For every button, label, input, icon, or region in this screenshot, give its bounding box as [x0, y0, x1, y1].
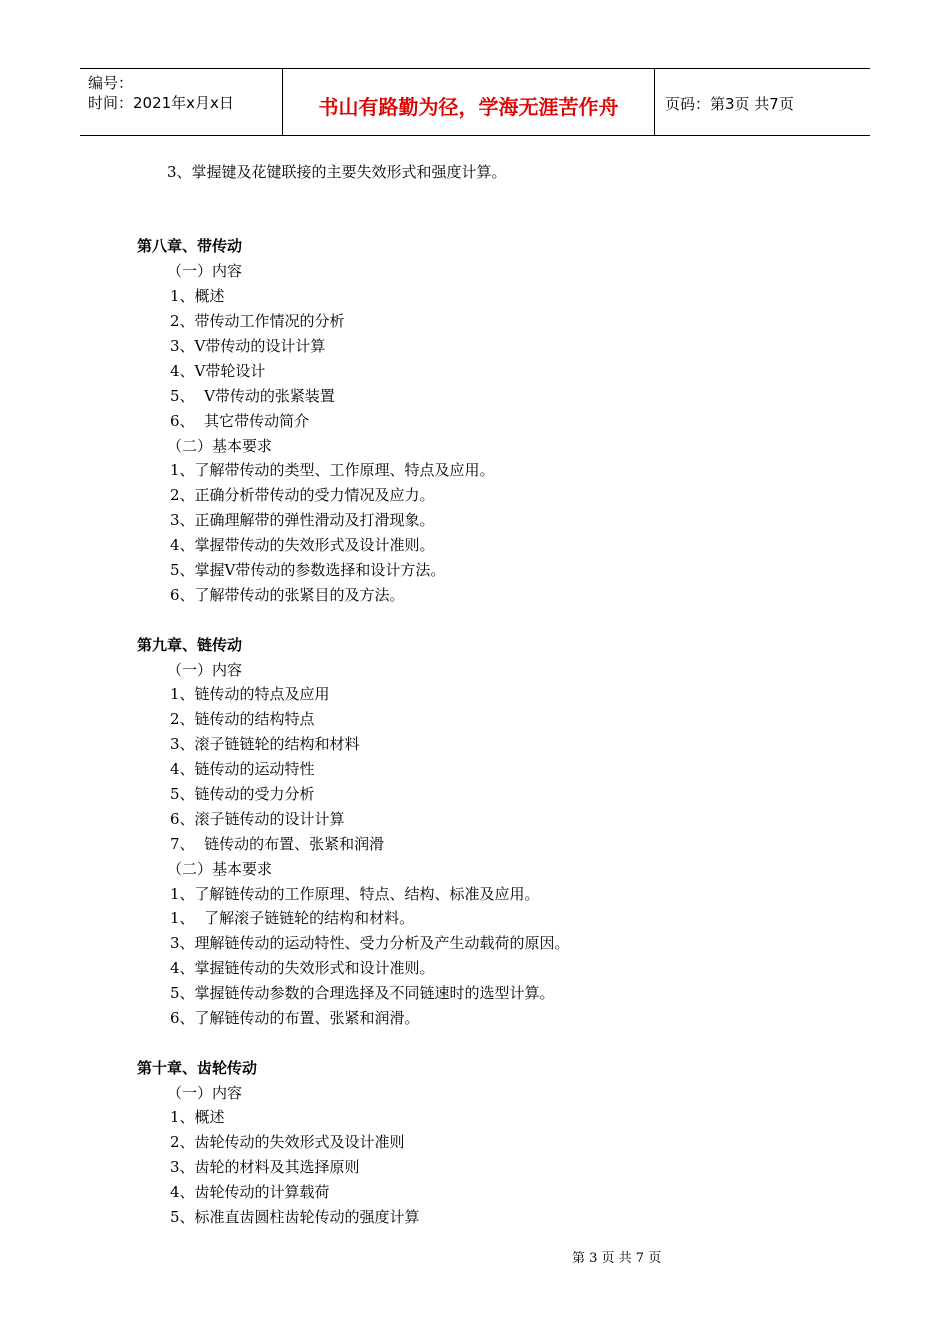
intro-line: 3、掌握键及花键联接的主要失效形式和强度计算。	[167, 163, 507, 181]
list-item: 6、滚子链传动的设计计算	[170, 810, 345, 828]
list-item: 3、齿轮的材料及其选择原则	[170, 1158, 360, 1176]
section-heading: （一）内容	[167, 262, 243, 280]
header-motto-cell	[283, 69, 655, 135]
list-item: 3、理解链传动的运动特性、受力分析及产生动载荷的原因。	[170, 934, 570, 952]
list-item: 1、链传动的特点及应用	[170, 685, 330, 703]
list-item: 6、 其它带传动简介	[170, 412, 310, 430]
list-item: 3、V带传动的设计计算	[170, 337, 326, 355]
list-item: 5、链传动的受力分析	[170, 785, 315, 803]
section-heading: （二）基本要求	[167, 860, 273, 878]
list-item: 4、齿轮传动的计算载荷	[170, 1183, 330, 1201]
list-item: 5、 V带传动的张紧装置	[170, 387, 335, 405]
chapter-title: 第十章、齿轮传动	[137, 1059, 258, 1077]
list-item: 6、了解链传动的布置、张紧和润滑。	[170, 1009, 420, 1027]
motto-text: 书山有路勤为径，学海无涯苦作舟	[318, 95, 619, 119]
list-item: 6、了解带传动的张紧目的及方法。	[170, 586, 405, 604]
list-item: 1、概述	[170, 1108, 225, 1126]
list-item: 5、掌握V带传动的参数选择和设计方法。	[170, 561, 446, 579]
list-item: 1、了解链传动的工作原理、特点、结构、标准及应用。	[170, 885, 540, 903]
chapter-title: 第八章、带传动	[137, 237, 243, 255]
chapter-title: 第九章、链传动	[137, 636, 243, 654]
list-item: 1、 了解滚子链链轮的结构和材料。	[170, 909, 415, 927]
section-heading: （二）基本要求	[167, 437, 273, 455]
list-item: 2、齿轮传动的失效形式及设计准则	[170, 1133, 405, 1151]
page-info: 页码：第3页 共7页	[665, 95, 794, 113]
section-heading: （一）内容	[167, 1084, 243, 1102]
header-meta-cell	[80, 69, 283, 135]
list-item: 4、链传动的运动特性	[170, 760, 315, 778]
list-item: 7、 链传动的布置、张紧和润滑	[170, 835, 385, 853]
list-item: 3、正确理解带的弹性滑动及打滑现象。	[170, 511, 435, 529]
list-item: 4、V带轮设计	[170, 362, 266, 380]
header-page-cell	[655, 69, 870, 135]
list-item: 2、链传动的结构特点	[170, 710, 315, 728]
page-header	[80, 68, 870, 136]
list-item: 2、带传动工作情况的分析	[170, 312, 345, 330]
list-item: 2、正确分析带传动的受力情况及应力。	[170, 486, 435, 504]
list-item: 5、掌握链传动参数的合理选择及不同链速时的选型计算。	[170, 984, 555, 1002]
list-item: 4、掌握链传动的失效形式和设计准则。	[170, 959, 435, 977]
number-label: 编号：	[88, 74, 134, 92]
list-item: 1、了解带传动的类型、工作原理、特点及应用。	[170, 461, 495, 479]
page-footer: 第 3 页 共 7 页	[572, 1251, 662, 1266]
list-item: 1、概述	[170, 287, 225, 305]
list-item: 4、掌握带传动的失效形式及设计准则。	[170, 536, 435, 554]
section-heading: （一）内容	[167, 661, 243, 679]
list-item: 3、滚子链链轮的结构和材料	[170, 735, 360, 753]
list-item: 5、标准直齿圆柱齿轮传动的强度计算	[170, 1208, 420, 1226]
time-label: 时间：2021年x月x日	[88, 94, 234, 112]
